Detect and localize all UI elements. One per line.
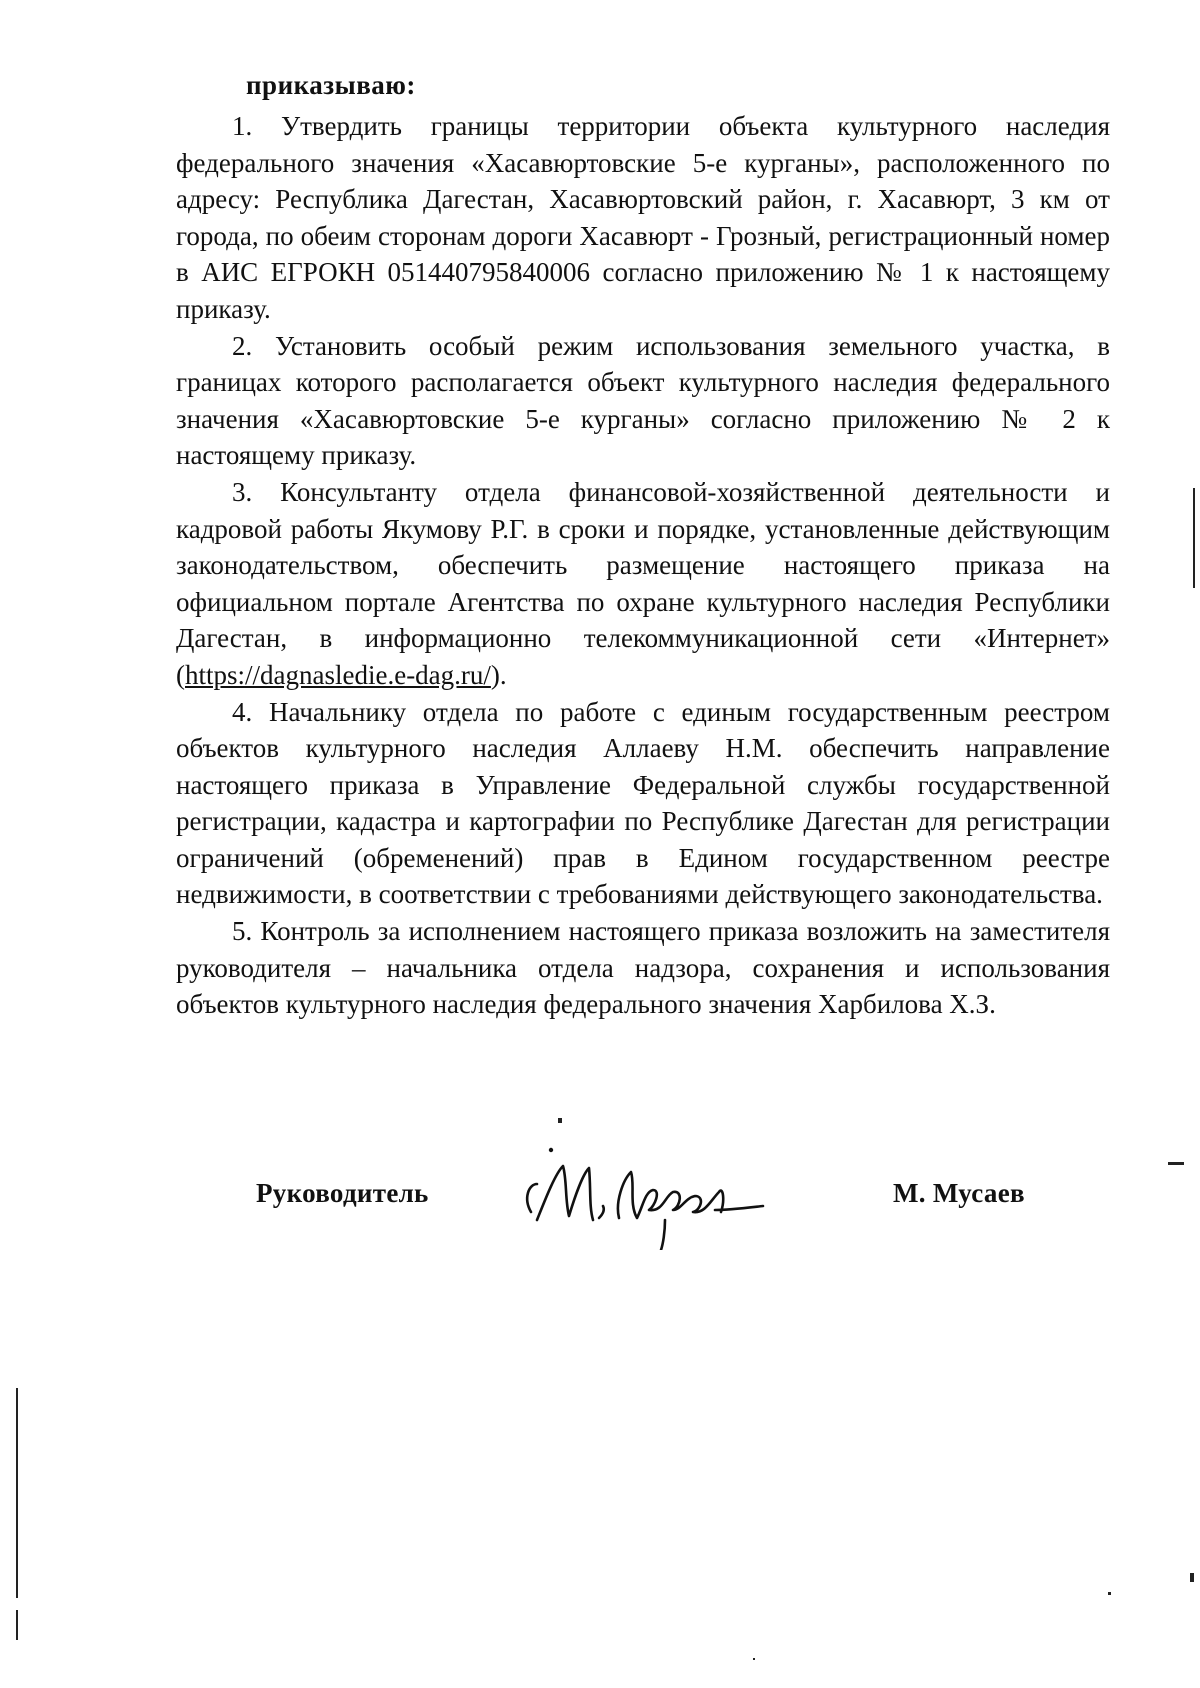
signatory-title: Руководитель <box>256 1178 429 1208</box>
order-item-4: 4. Начальнику отдела по работе с единым государственным реестром объектов культурного наследия Аллаеву Н.М. обеспечить направление настоящего приказа в Управление Федеральной службы государственной регистрации, кадастра и картографии по Республике Дагестан для регистрации ограничений (обременений) прав в Едином государственном реестре недвижимости, в соответствии с требованиями действующего законодательства. <box>176 696 1110 910</box>
scan-speck <box>753 1658 755 1660</box>
scan-edge-mark <box>1193 488 1195 588</box>
scan-edge-mark <box>1168 1162 1184 1165</box>
order-item-3-text: 3. Консультанту отдела финансовой-хозяйственной деятельности и кадровой работы Якумову Р.Г. в сроки и порядке, установленные действующим законодательством, обеспечить размещение настоящего приказа на официальном портале Агентства по охране культурного наследия Республики Дагестан, в информационно телекоммуникационной сети «Интернет» ( <box>176 476 1110 690</box>
order-item-3 <box>176 474 1110 694</box>
scan-speck <box>558 1118 562 1123</box>
handwritten-signature <box>515 1140 775 1250</box>
order-item-2: 2. Установить особый режим использования земельного участка, в границах которого располагается объект культурного наследия федерального значения «Хасавюртовские 5-е курганы» согласно приложению № 2 к настоящему приказу. <box>176 330 1110 471</box>
scan-edge-mark <box>16 1610 18 1640</box>
scan-edge-mark <box>16 1388 18 1598</box>
scan-speck <box>1190 1573 1194 1582</box>
order-item-3-tail: ). <box>490 659 507 690</box>
order-heading: приказываю: <box>246 70 416 100</box>
signatory-name: М. Мусаев <box>893 1178 1025 1208</box>
portal-link[interactable]: https://dagnasledie.e-dag.ru/ <box>185 659 491 690</box>
order-body <box>176 108 1110 1023</box>
scan-speck <box>1108 1592 1111 1595</box>
order-item-5: 5. Контроль за исполнением настоящего приказа возложить на заместителя руководителя – начальника отдела надзора, сохранения и использования объектов культурного наследия федерального значения Харбилова Х.З. <box>176 916 1110 1020</box>
order-item-1: 1. Утвердить границы территории объекта культурного наследия федерального значения «Хасавюртовские 5-е курганы», расположенного по адресу: Республика Дагестан, Хасавюртовский район, г. Хасавюрт, 3 км от города, по обеим сторонам дороги Хасавюрт - Грозный, регистрационный номер в АИС ЕГРОКН 051440795840006 согласно приложению № 1 к настоящему приказу. <box>176 111 1110 324</box>
